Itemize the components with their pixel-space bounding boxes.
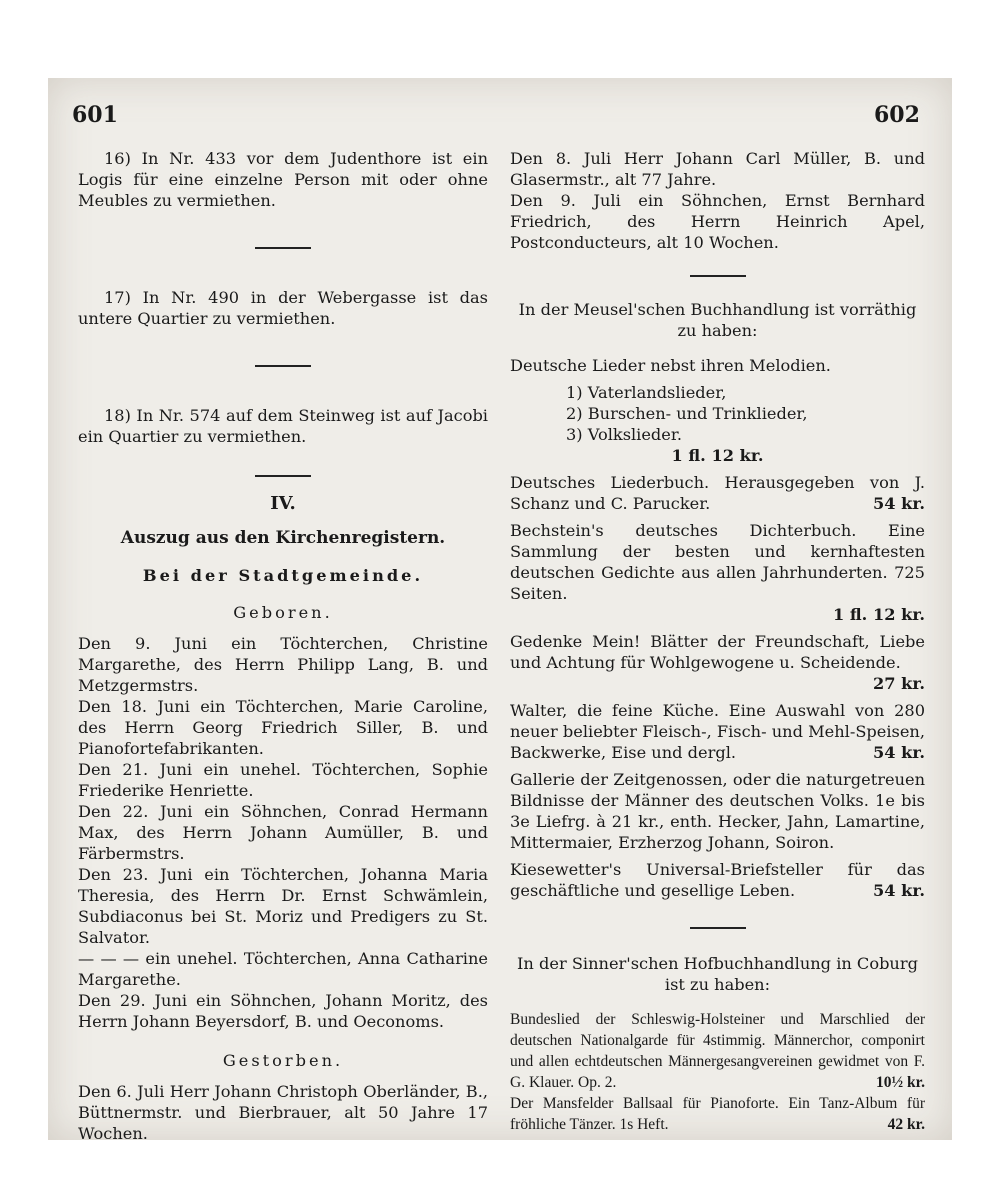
book-price: 54 kr. bbox=[872, 494, 925, 513]
music-text: Der Mansfelder Ballsaal für Pianoforte. Ein Tanz-Album für fröhliche Tänzer. 1s Heft. bbox=[510, 1095, 925, 1133]
birth-entry: Den 23. Juni ein Töchterchen, Johanna Maria Theresia, des Herrn Dr. Ernst Schwämlein, Subdiaconus bei St. Moriz und Predigers zu St. Salvator. bbox=[78, 865, 488, 947]
divider bbox=[690, 927, 746, 929]
born-heading: Geboren. bbox=[233, 603, 333, 622]
ad-16: 16) In Nr. 433 vor dem Judenthore ist ein Logis für eine einzelne Person mit oder ohne Meubles zu vermiethen. bbox=[78, 149, 488, 210]
section-number: IV. bbox=[270, 493, 296, 514]
died-heading: Gestorben. bbox=[222, 1051, 344, 1070]
songs-title: Deutsche Lieder nebst ihren Melodien. bbox=[510, 356, 831, 375]
book-price: 1 fl. 12 kr. bbox=[833, 605, 925, 624]
book-price: 27 kr. bbox=[872, 674, 925, 693]
songs-price: 1 fl. 12 kr. bbox=[671, 446, 764, 465]
book-entry bbox=[510, 700, 925, 763]
birth-entry: Den 18. Juni ein Töchterchen, Marie Caroline, des Herrn Georg Friedrich Siller, B. und Pianofortefabrikanten. bbox=[78, 697, 488, 758]
parish-heading: Bei der Stadtgemeinde. bbox=[142, 566, 424, 585]
right-column bbox=[510, 148, 925, 1135]
birth-entry: — — — ein unehel. Töchterchen, Anna Catharine Margarethe. bbox=[78, 949, 488, 989]
list-item: 1) Vaterlandslieder, bbox=[566, 383, 727, 402]
book-entry: Bechstein's deutsches Dichterbuch. Eine Sammlung der besten und kernhaftesten deutschen Gedichte aus allen Jahrhunderten. 725 Seiten. bbox=[510, 521, 925, 603]
list-item: 2) Burschen- und Trinklieder, bbox=[566, 404, 808, 423]
birth-entry: Den 21. Juni ein unehel. Töchterchen, Sophie Friederike Henriette. bbox=[78, 760, 488, 800]
newspaper-page bbox=[48, 78, 952, 1143]
music-price: 10½ kr. bbox=[876, 1074, 925, 1091]
shop1-heading: In der Meusel'schen Buchhandlung ist vorräthig bbox=[518, 300, 917, 319]
songs-list bbox=[510, 382, 925, 445]
book-entry bbox=[510, 472, 925, 514]
birth-entry: Den 9. Juni ein Töchterchen, Christine Margarethe, des Herrn Philipp Lang, B. und Metzgermstrs. bbox=[78, 634, 488, 695]
book-text: Walter, die feine Küche. Eine Auswahl von 280 neuer beliebter Fleisch-, Fisch- und Mehl-Speisen, Backwerke, Eise und dergl. bbox=[510, 701, 925, 762]
divider bbox=[255, 475, 311, 477]
shop1-heading-sub: zu haben: bbox=[677, 321, 758, 340]
divider bbox=[690, 275, 746, 277]
page-number-right: 602 bbox=[874, 102, 920, 128]
ad-18: 18) In Nr. 574 auf dem Steinweg ist auf Jacobi ein Quartier zu vermiethen. bbox=[78, 406, 488, 446]
ad-17: 17) In Nr. 490 in der Webergasse ist das untere Quartier zu vermiethen. bbox=[78, 288, 488, 328]
book-price: 54 kr. bbox=[872, 881, 925, 900]
book-text: Kiesewetter's Universal-Briefsteller für das geschäftliche und gesellige Leben. bbox=[510, 860, 925, 900]
music-price: 42 kr. bbox=[887, 1116, 925, 1133]
section-title: Auszug aus den Kirchenregistern. bbox=[120, 528, 446, 548]
book-entry: Gallerie der Zeitgenossen, oder die naturgetreuen Bildnisse der Männer des deutschen Volks. 1e bis 3e Liefrg. à 21 kr., enth. Hecker, Jahn, Lamartine, Mittermaier, Erzherzog Johann, Soiron. bbox=[510, 770, 925, 852]
death-entry: Den 8. Juli Herr Johann Carl Müller, B. und Glasermstr., alt 77 Jahre. bbox=[510, 149, 925, 189]
book-text: Deutsches Liederbuch. Herausgegeben von J. Schanz und C. Parucker. bbox=[510, 473, 925, 513]
shop2-heading-sub: ist zu haben: bbox=[664, 975, 771, 994]
left-column bbox=[78, 148, 488, 1144]
book-entry: Gedenke Mein! Blätter der Freundschaft, Liebe und Achtung für Wohlgewogene u. Scheidende. bbox=[510, 632, 925, 672]
page-number-left: 601 bbox=[72, 102, 118, 128]
death-entry: Den 6. Juli Herr Johann Christoph Oberländer, B., Büttnermstr. und Bierbrauer, alt 50 Jahre 17 Wochen. bbox=[78, 1082, 488, 1143]
death-entry: Den 9. Juli ein Söhnchen, Ernst Bernhard Friedrich, des Herrn Heinrich Apel, Postconducteurs, alt 10 Wochen. bbox=[510, 191, 925, 252]
shop2-heading: In der Sinner'schen Hofbuchhandlung in Coburg bbox=[517, 954, 918, 973]
book-entry bbox=[510, 859, 925, 901]
music-entry bbox=[510, 1009, 925, 1093]
birth-entry: Den 29. Juni ein Söhnchen, Johann Moritz, des Herrn Johann Beyersdorf, B. und Oeconoms. bbox=[78, 991, 488, 1031]
book-price: 54 kr. bbox=[872, 743, 925, 762]
list-item: 3) Volkslieder. bbox=[566, 425, 682, 444]
music-entry bbox=[510, 1093, 925, 1135]
birth-entry: Den 22. Juni ein Söhnchen, Conrad Hermann Max, des Herrn Johann Aumüller, B. und Färbermstrs. bbox=[78, 802, 488, 863]
music-text: Bundeslied der Schleswig-Holsteiner und Marschlied der deutschen Nationalgarde für 4stimmig. Männerchor, componirt und allen echtdeutschen Männergesangvereinen gewidmet von F. G. Klauer. Op. 2. bbox=[510, 1011, 925, 1091]
divider bbox=[255, 365, 311, 367]
divider bbox=[255, 247, 311, 249]
